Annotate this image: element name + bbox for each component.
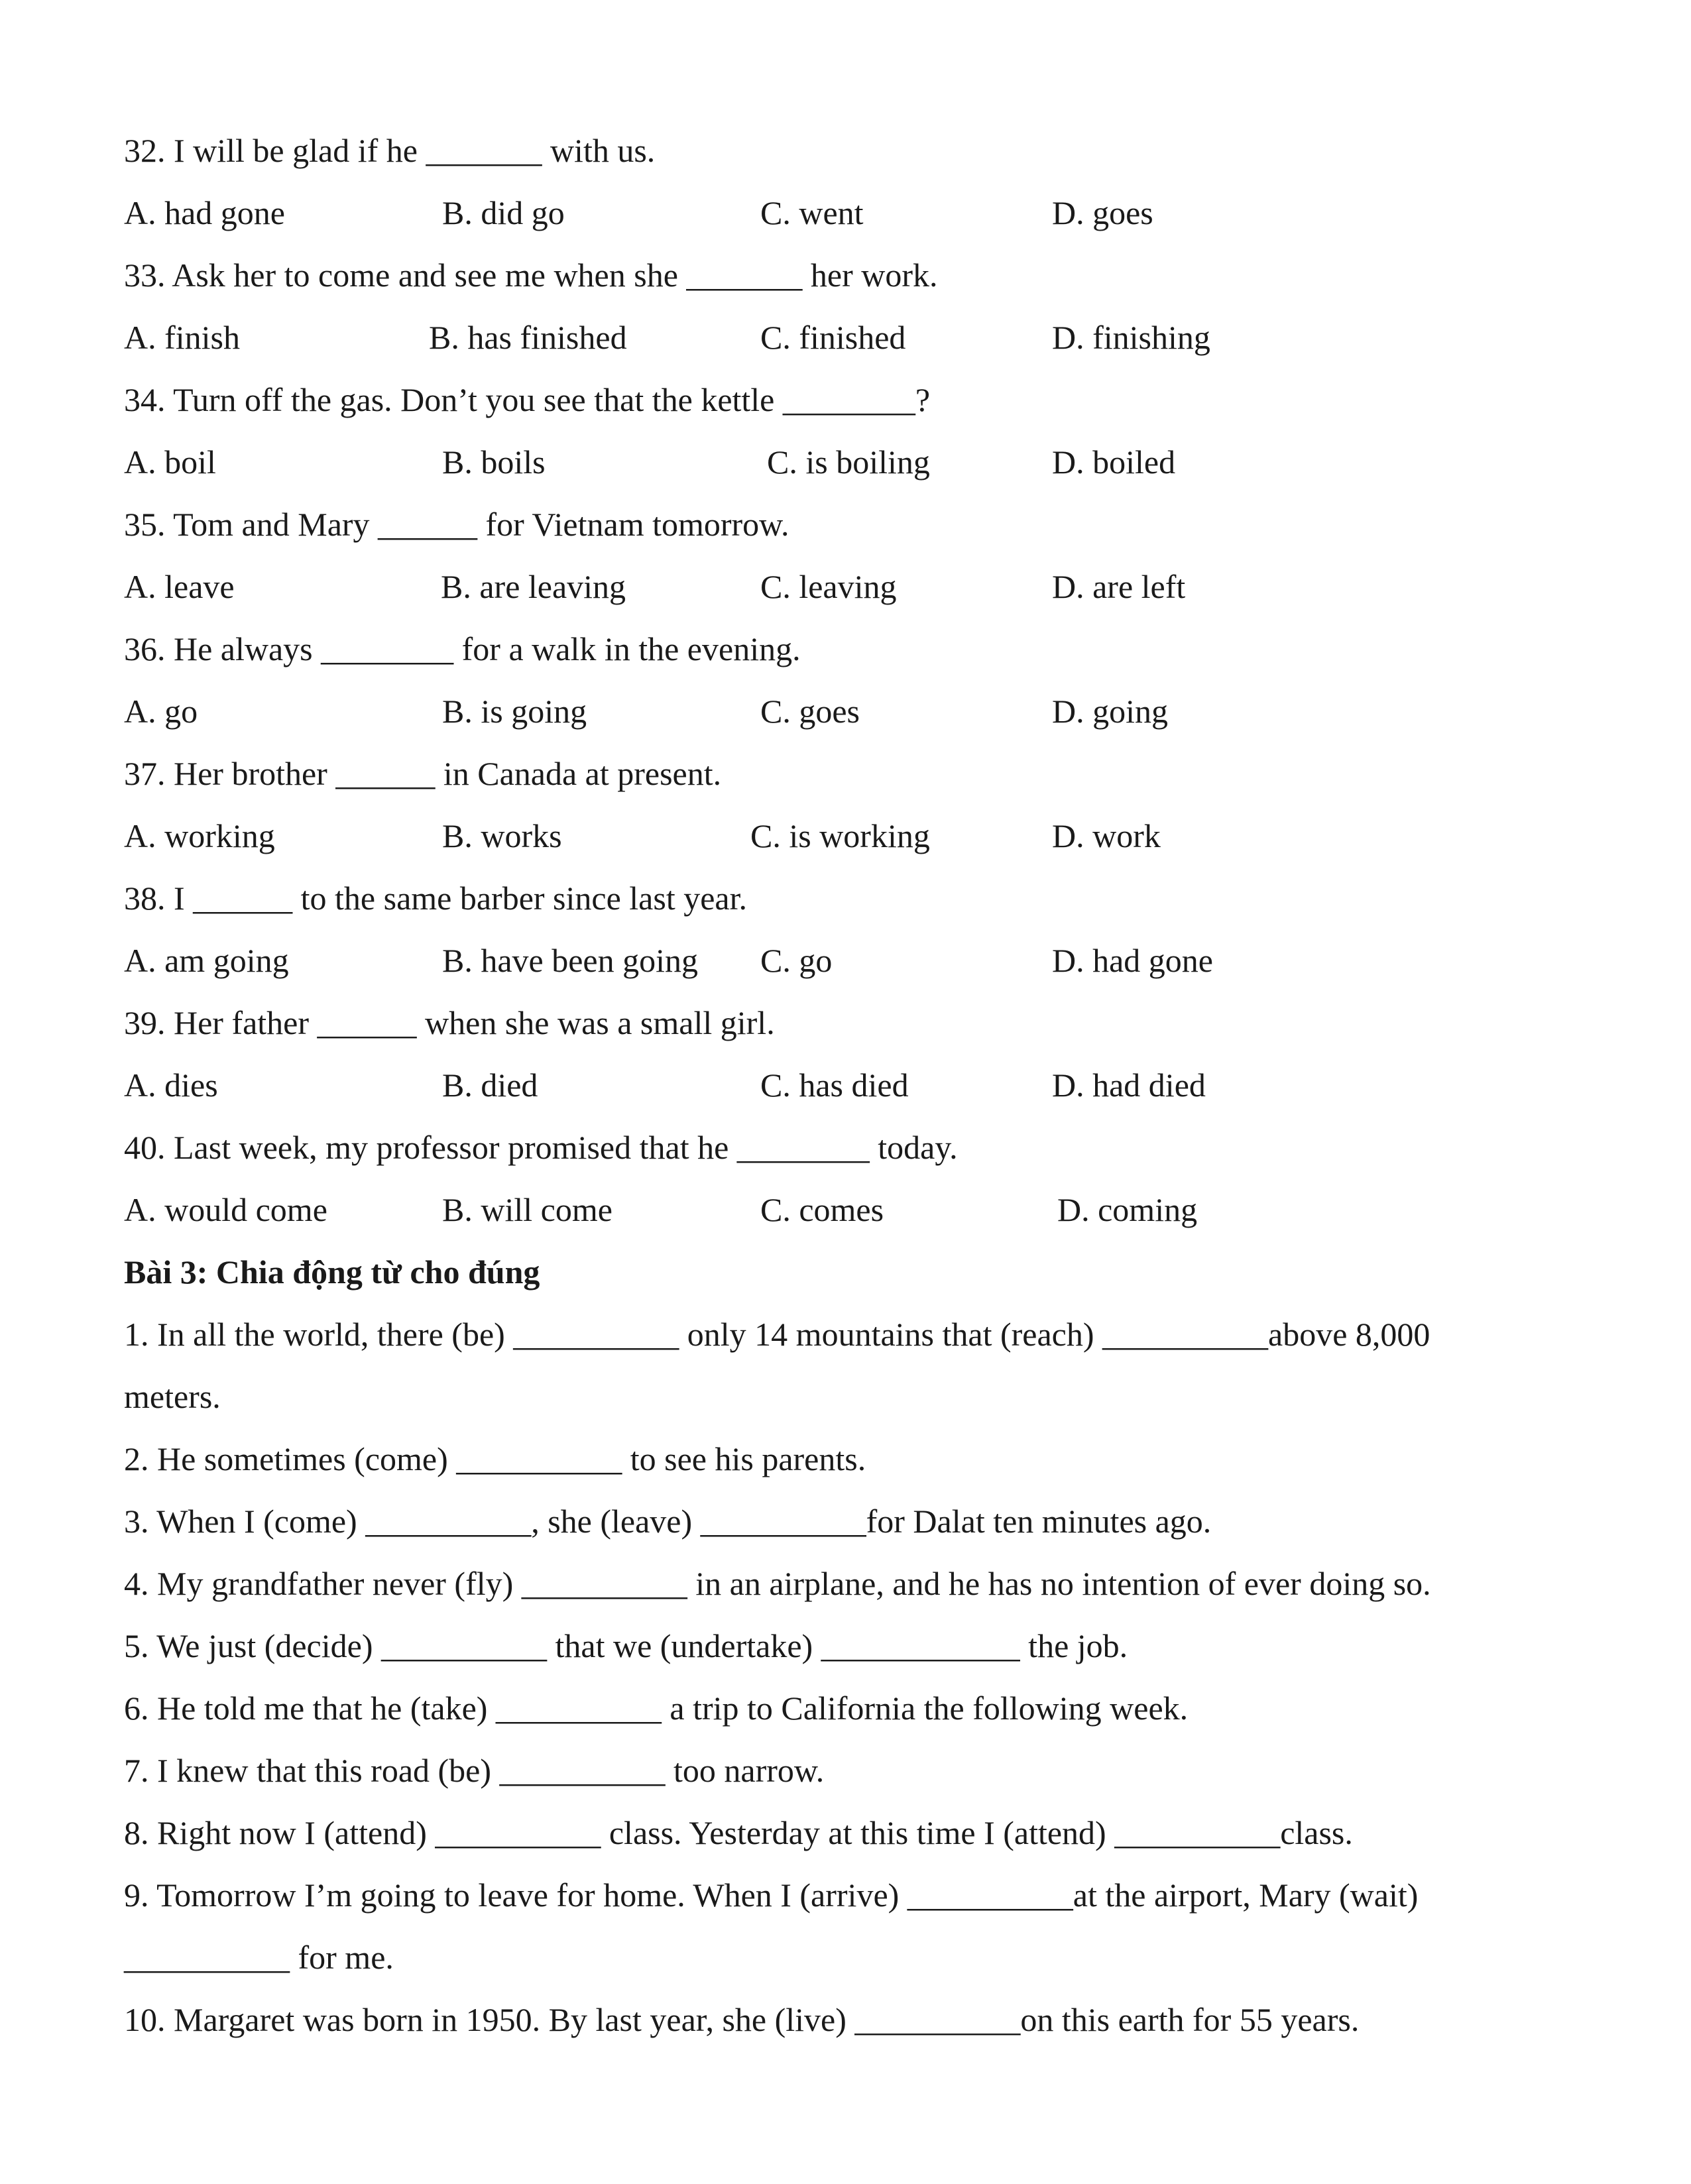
exercise-item-9-continued: __________ for me. [124,1939,394,1976]
option-33-a: A. finish [124,319,240,356]
option-40-a: A. would come [124,1191,327,1228]
option-39-a: A. dies [124,1066,218,1104]
exercise-item-9: 9. Tomorrow I’m going to leave for home. When I (arrive) __________at the airport, Mary (wait) [124,1876,1419,1914]
question-38: 38. I ______ to the same barber since last year. [124,880,747,917]
exercise-item-3: 3. When I (come) __________, she (leave) __________for Dalat ten minutes ago. [124,1503,1212,1540]
option-32-c: C. went [760,194,864,231]
option-38-c: C. go [760,942,833,979]
exercise-item-6: 6. He told me that he (take) __________ a trip to California the following week. [124,1690,1189,1727]
exercise-item-1-continued: meters. [124,1378,221,1415]
question-34: 34. Turn off the gas. Don’t you see that the kettle ________? [124,381,931,418]
option-33-c: C. finished [760,319,906,356]
exercise-item-7: 7. I knew that this road (be) __________ too narrow. [124,1752,825,1789]
section-3-heading: Bài 3: Chia động từ cho đúng [124,1253,540,1291]
option-37-a: A. working [124,817,275,854]
options-36 [124,680,1569,742]
option-39-b: B. died [442,1066,538,1104]
exercise-item-1: 1. In all the world, there (be) __________ only 14 mountains that (reach) __________above 8,000 [124,1316,1430,1353]
document-page [124,119,1569,2051]
option-37-b: B. works [442,817,562,854]
option-34-b: B. boils [442,443,546,481]
options-39 [124,1054,1569,1116]
option-33-d: D. finishing [1052,319,1210,356]
option-32-b: B. did go [442,194,565,231]
question-37: 37. Her brother ______ in Canada at present. [124,755,722,792]
option-40-c: C. comes [760,1191,884,1228]
option-35-d: D. are left [1052,568,1186,605]
option-38-b: B. have been going [442,942,699,979]
option-36-a: A. go [124,693,198,730]
option-32-a: A. had gone [124,194,285,231]
option-34-a: A. boil [124,443,216,481]
option-35-b: B. are leaving [441,568,626,605]
exercise-item-10: 10. Margaret was born in 1950. By last year, she (live) __________on this earth for 55 years. [124,2001,1360,2038]
question-33: 33. Ask her to come and see me when she _______ her work. [124,257,938,294]
option-33-b: B. has finished [429,319,627,356]
options-32 [124,182,1569,244]
options-33 [124,306,1569,369]
option-37-d: D. work [1052,817,1161,854]
options-35 [124,555,1569,618]
option-40-d: D. coming [1057,1191,1198,1228]
option-35-a: A. leave [124,568,235,605]
question-39: 39. Her father ______ when she was a small girl. [124,1004,775,1041]
option-40-b: B. will come [442,1191,612,1228]
option-32-d: D. goes [1052,194,1153,231]
exercise-item-2: 2. He sometimes (come) __________ to see his parents. [124,1440,866,1477]
option-36-b: B. is going [442,693,587,730]
option-34-d: D. boiled [1052,443,1176,481]
option-39-d: D. had died [1052,1066,1206,1104]
options-34 [124,431,1569,493]
exercise-item-5: 5. We just (decide) __________ that we (undertake) ____________ the job. [124,1627,1128,1664]
option-37-c: C. is working [750,817,930,854]
option-39-c: C. has died [760,1066,909,1104]
question-35: 35. Tom and Mary ______ for Vietnam tomorrow. [124,506,789,543]
exercise-item-8: 8. Right now I (attend) __________ class. Yesterday at this time I (attend) __________class. [124,1814,1353,1851]
options-37 [124,805,1569,867]
question-32: 32. I will be glad if he _______ with us. [124,132,656,169]
option-36-d: D. going [1052,693,1168,730]
options-40 [124,1178,1569,1241]
option-34-c: C. is boiling [767,443,930,481]
question-36: 36. He always ________ for a walk in the evening. [124,630,801,667]
option-36-c: C. goes [760,693,860,730]
options-38 [124,929,1569,992]
exercise-item-4: 4. My grandfather never (fly) __________ in an airplane, and he has no intention of ever doing so. [124,1565,1431,1602]
option-38-d: D. had gone [1052,942,1213,979]
option-38-a: A. am going [124,942,289,979]
question-40: 40. Last week, my professor promised that he ________ today. [124,1129,958,1166]
option-35-c: C. leaving [760,568,897,605]
